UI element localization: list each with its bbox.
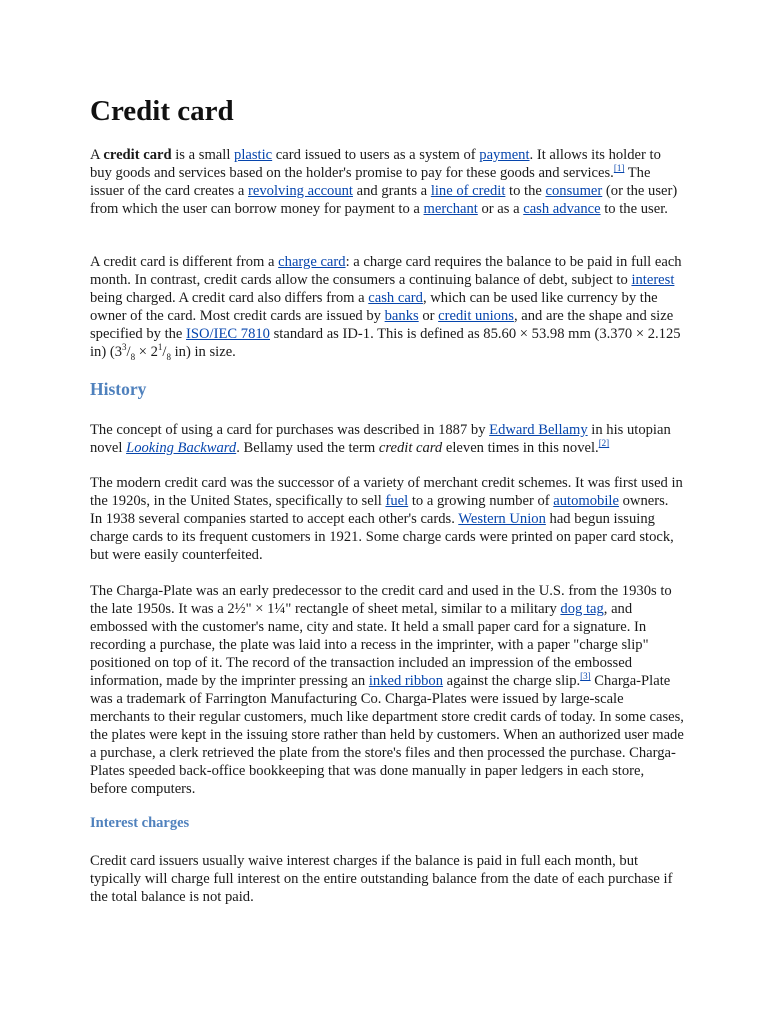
link-line-of-credit[interactable]: line of credit <box>430 183 506 199</box>
link-charge-card[interactable]: charge card <box>278 254 346 270</box>
text: owners. In 1938 several companies started to accept each other's cards. <box>90 493 669 527</box>
text: . It allows its holder to buy goods and services based on the holder's promise to pay for these goods and services. <box>90 147 661 181</box>
text: The concept of using a card for purchases was described in 1887 by <box>90 422 490 438</box>
text: , and embossed with the customer's name, city and state. It held a small paper card for a signature. In recording a purchase, the plate was laid into a recess in the imprinter, with a paper "charge slip" positioned on top of it. The record of the transaction included an impression of the embossed information, made by the imprinter pressing an <box>90 601 649 689</box>
text: eleven times in this novel. <box>442 440 599 456</box>
text: The issuer of the card creates a <box>90 165 651 199</box>
link-dog-tag[interactable]: dog tag <box>560 601 604 617</box>
intro-paragraph <box>90 146 684 218</box>
text: being charged. A credit card also differs from a <box>90 290 369 306</box>
link-fuel[interactable]: fuel <box>385 493 409 509</box>
text: against the charge slip. <box>443 673 581 689</box>
link-iso-iec-7810[interactable]: ISO/IEC 7810 <box>186 326 270 342</box>
text: or <box>418 308 439 324</box>
link-edward-bellamy[interactable]: Edward Bellamy <box>489 422 588 438</box>
history-paragraph-1 <box>90 421 684 457</box>
charge-card-paragraph <box>90 253 684 361</box>
link-payment[interactable]: payment <box>479 147 530 163</box>
text: to a growing number of <box>408 493 554 509</box>
text: is a small <box>171 147 235 163</box>
link-interest[interactable]: interest <box>631 272 675 288</box>
text: × 2 <box>135 344 158 360</box>
link-cash-advance[interactable]: cash advance <box>523 201 601 217</box>
fraction-numerator: 3 <box>122 342 127 353</box>
link-plastic[interactable]: plastic <box>234 147 273 163</box>
link-revolving-account[interactable]: revolving account <box>248 183 353 199</box>
text: , and are the shape and size specified by the <box>90 308 674 342</box>
text: in) in size. <box>170 344 236 360</box>
text: to the user. <box>600 201 668 217</box>
history-paragraph-2 <box>90 474 684 564</box>
text: A credit card is different from a <box>90 254 279 270</box>
fraction-one-eighth: $^1/_8$ <box>157 342 171 362</box>
fraction-three-eighths: $^3/_8$ <box>122 342 136 362</box>
fraction-numerator: 1 <box>157 342 163 353</box>
text: card issued to users as a system of <box>272 147 480 163</box>
link-looking-backward[interactable]: Looking Backward <box>126 440 237 456</box>
text: standard as ID-1. This is defined as 85.60 × 53.98 mm (3.370 × 2.125 in) (3 <box>90 326 681 360</box>
reference-link[interactable]: [3] <box>580 671 591 682</box>
section-heading-interest-charges: Interest charges <box>90 815 190 831</box>
text: . Bellamy used the term <box>236 440 379 456</box>
link-inked-ribbon[interactable]: inked ribbon <box>368 673 444 689</box>
text: , which can be used like currency by the owner of the card. Most credit cards are issued by <box>90 290 658 324</box>
link-consumer[interactable]: consumer <box>545 183 603 199</box>
fraction-denominator: 8 <box>166 351 171 362</box>
reference-link[interactable]: [1] <box>613 163 625 174</box>
page-title: Credit card <box>90 95 234 127</box>
text: (or the user) from which the user can borrow money for payment to a <box>90 183 678 217</box>
link-western-union[interactable]: Western Union <box>458 511 546 527</box>
fraction-denominator: 8 <box>130 351 136 362</box>
link-merchant[interactable]: merchant <box>423 201 478 217</box>
link-credit-unions[interactable]: credit unions <box>438 308 514 324</box>
text: or as a <box>477 201 524 217</box>
link-automobile[interactable]: automobile <box>553 493 619 509</box>
text: in his utopian novel <box>90 422 671 456</box>
interest-paragraph: Credit card issuers usually waive interest charges if the balance is paid in full each month, but typically will charge full interest on the entire outstanding balance from the date of each purchase if the total balance is not paid. <box>90 853 673 905</box>
text: Charga-Plate was a trademark of Farrington Manufacturing Co. Charga-Plates were issued by large-scale merchants to their regular customers, much like department store credit cards of today. In some cases, the plates were kept in the issuing store rather than held by customers. When an authorized user made a purchase, a clerk retrieved the plate from the store's files and then processed the purchase. Charga-Plates speeded back-office bookkeeping that was done manually in paper ledgers in each store, before computers. <box>90 673 684 797</box>
link-cash-card[interactable]: cash card <box>368 290 423 306</box>
text: to the <box>505 183 546 199</box>
text: A <box>90 147 104 163</box>
text: had begun issuing charge cards to its frequent customers in 1921. Some charge cards were printed on paper card stock, but were easily counterfeited. <box>90 511 674 563</box>
text: The modern credit card was the successor of a variety of merchant credit schemes. It was first used in the 1920s, in the United States, specifically to sell <box>90 475 683 509</box>
reference-link[interactable]: [2] <box>598 438 610 449</box>
link-banks[interactable]: banks <box>384 308 419 324</box>
italic-term: credit card <box>378 440 443 456</box>
bold-term: credit card <box>103 147 172 163</box>
text: : a charge card requires the balance to be paid in full each month. In contrast, credit cards allow the consumers a continuing balance of debt, subject to <box>90 254 682 288</box>
history-paragraph-3 <box>90 582 684 798</box>
text: The Charga-Plate was an early predecessor to the credit card and used in the U.S. from the 1930s to the late 1950s. It was a 2½" × 1¼" rectangle of sheet metal, similar to a military <box>90 583 672 617</box>
text: and grants a <box>353 183 431 199</box>
section-heading-history: History <box>90 379 147 399</box>
